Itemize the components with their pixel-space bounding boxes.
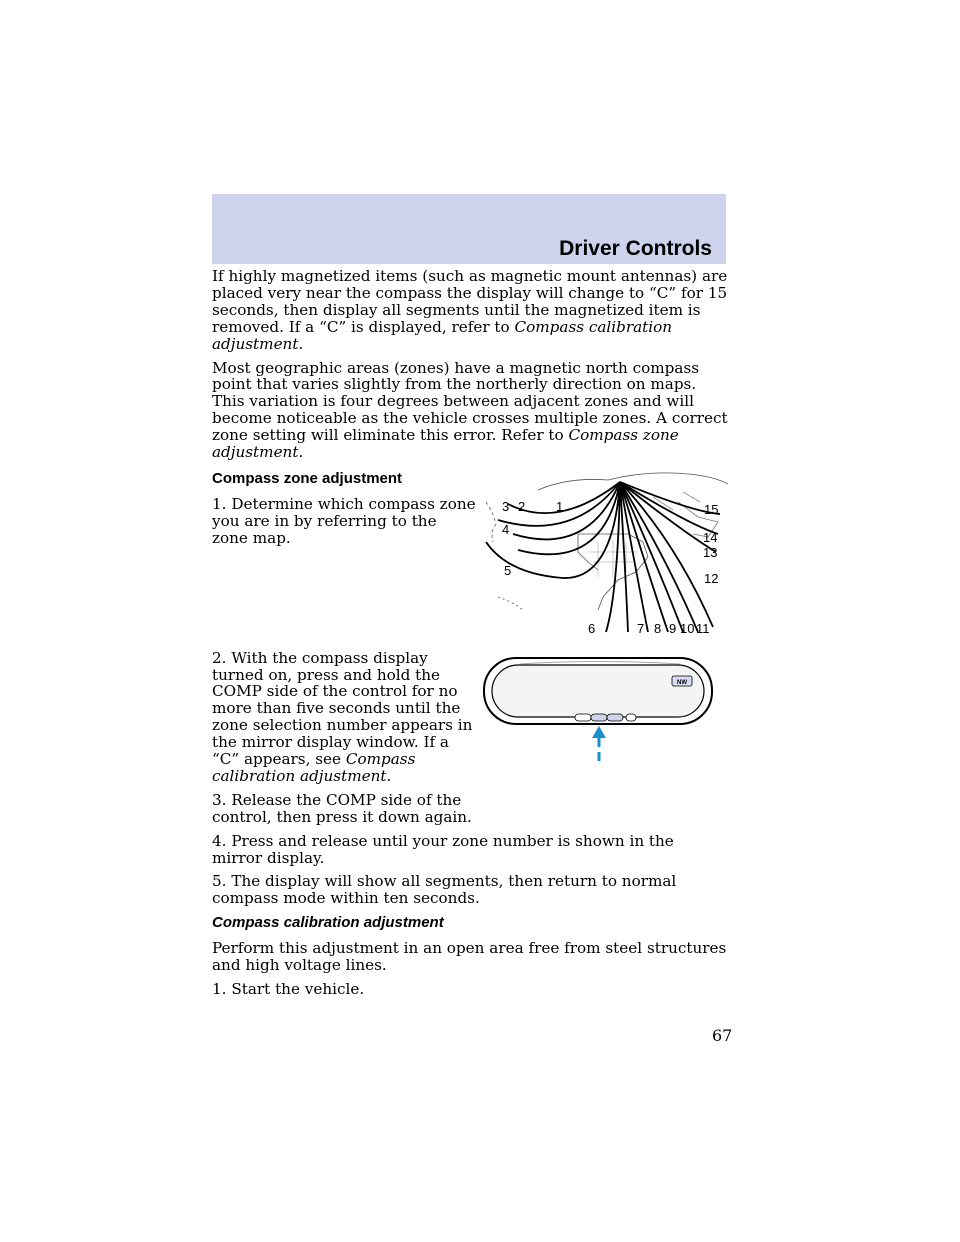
zone-step-4: 4. Press and release until your zone number is shown in the mirror display.: [212, 831, 674, 867]
map-outline: [486, 473, 728, 610]
mirror-illustration: [480, 650, 716, 766]
section-title: Driver Controls: [559, 237, 712, 260]
zone-label: 6: [588, 621, 596, 636]
mirror-glass: [492, 665, 704, 717]
paragraph-text: If highly magnetized items (such as magnetic mount antennas) are placed very near the compass the display will change to “C” for 15 seconds, then display all segments until the magnetized item is removed. If a “C” is displayed, refer to: [212, 267, 728, 336]
heading-calibration-adjustment: Compass calibration adjustment: [212, 914, 444, 932]
cross-reference: Compass calibration adjustment.: [212, 317, 673, 353]
calibration-step-1: 1. Start the vehicle.: [212, 980, 365, 998]
zone-label: 1: [556, 499, 564, 514]
compass-zone-map: [478, 462, 730, 642]
zone-label: 4: [502, 522, 510, 537]
calibration-intro: Perform this adjustment in an open area free from steel structures and high voltage lines.: [212, 939, 727, 975]
zone-label: 3: [502, 499, 510, 514]
arrow-head-icon: [592, 726, 606, 738]
paragraph-zones: [212, 360, 728, 461]
heading-zone-adjustment: Compass zone adjustment: [212, 469, 403, 487]
mirror-button: [626, 714, 636, 721]
zone-label: 12: [704, 571, 719, 586]
cross-reference: Compass calibration adjustment.: [212, 750, 416, 785]
zone-label: 5: [504, 563, 512, 578]
zone-label: 13: [703, 545, 718, 560]
mirror-display-text: NW: [677, 680, 687, 686]
zone-label: 11: [696, 621, 710, 636]
zone-label: 2: [518, 499, 526, 514]
paragraph-magnetized-items: [212, 268, 728, 353]
mirror-button: [575, 714, 591, 721]
zone-step-5: 5. The display will show all segments, then return to normal compass mode within ten seconds.: [212, 872, 677, 908]
header-band: [212, 194, 726, 264]
zone-step-2: [212, 650, 476, 785]
zone-label: 7: [637, 621, 645, 636]
cross-reference: Compass zone adjustment.: [212, 426, 679, 462]
zone-label: 10: [680, 621, 695, 636]
page-number: 67: [712, 1026, 733, 1045]
zone-label: 9: [669, 621, 677, 636]
zone-step-3: 3. Release the COMP side of the control, then press it down again.: [212, 790, 472, 826]
zone-label: 8: [654, 621, 662, 636]
paragraph-text: Most geographic areas (zones) have a magnetic north compass point that varies slightly from the northerly direction on maps. This variation is four degrees between adjacent zones and will become noticeable as the vehicle crosses multiple zones. A correct zone setting will eliminate this error. Refer to: [212, 358, 728, 445]
zone-step-1: 1. Determine which compass zone you are in by referring to the zone map.: [212, 494, 476, 547]
comp-button: [591, 714, 607, 721]
step-text: 2. With the compass display turned on, press and hold the COMP side of the control for no more than five seconds until the zone selection number appears in the mirror display window. If a “C” appears, see: [212, 648, 473, 769]
zone-label: 15: [704, 502, 719, 517]
zone-button: [607, 714, 623, 721]
zone-label: 14: [703, 530, 718, 545]
